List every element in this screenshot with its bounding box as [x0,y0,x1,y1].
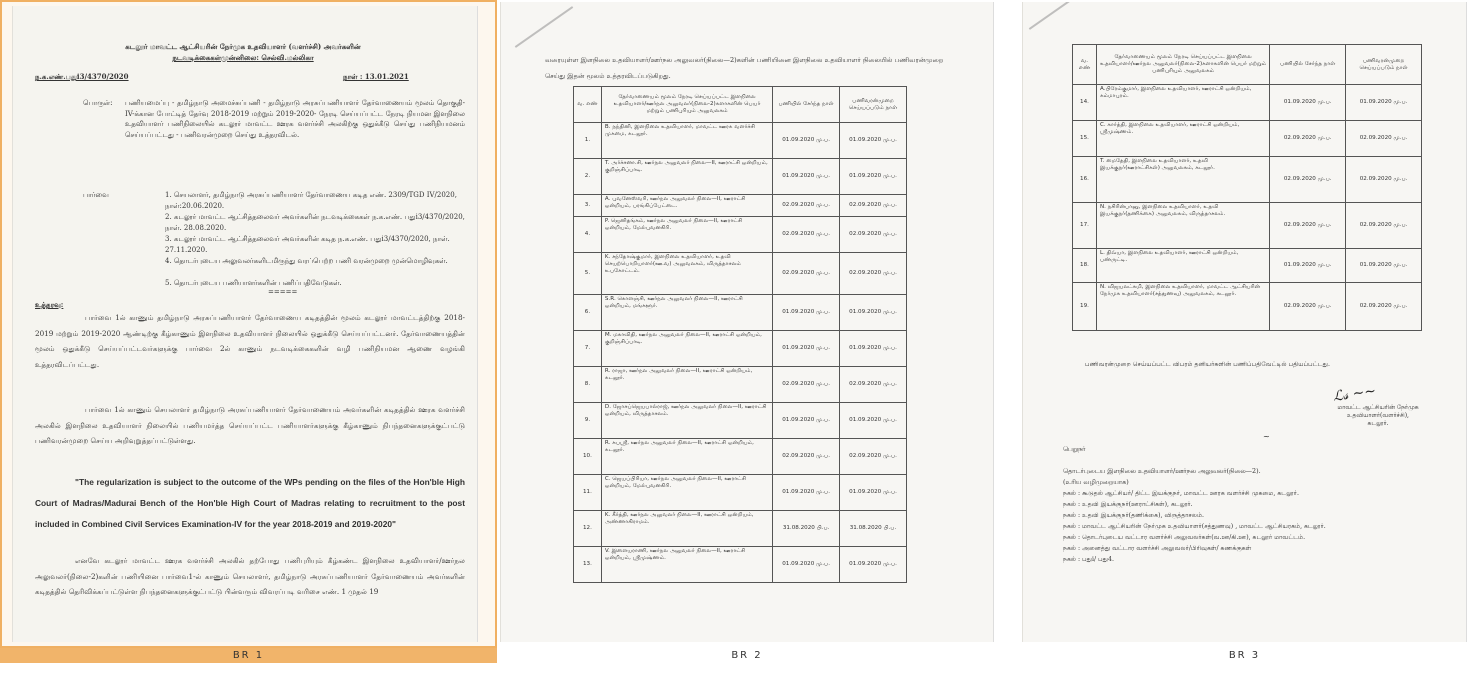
serial-cell: 18. [1073,249,1097,283]
join-date-cell: 02.09.2020 மு.ப. [1270,121,1346,157]
recipient-text: தொடர்புடைய இளநிலை உதவியாளர்/ஊர்நல அலுவலர்(நிலை—2). [1063,467,1261,475]
serial-cell: 17. [1073,203,1097,249]
copy-to-item: நகல் : உதவி இயக்குநர்(ஊராட்சிகள்), கடலூர். [1063,501,1193,508]
name-cell: N. விஜயலட்சுமி, இளநிலை உதவியாளர், மாவட்ட ஆட்சியரின் நேர்முக உதவியாளர்(சத்துணவு) அலுவலகம், கடலூர். [1096,283,1269,331]
name-cell: K. கீர்த்தி, ஊர்நல அலுவலர் நிலை—II, ஊராட்சி ஒன்றியம், அண்ணாகிராமம். [601,511,772,547]
name-cell: R. சுபஸ்ரீ, ஊர்நல அலுவலர் நிலை—II, ஊராட்சி ஒன்றியம், கடலூர். [601,439,772,475]
serial-cell: 11. [574,475,602,511]
subject-label: பொருள்: [83,99,113,107]
order-label: உத்தரவு: [35,300,64,309]
join-date-cell: 01.09.2020 மு.ப. [773,123,840,159]
thumbnail-caption: BR 2 [731,650,763,661]
join-date-cell: 02.09.2020 மு.ப. [773,217,840,253]
reference-item-3: 3. கடலூர் மாவட்ட ஆட்சித்தலைவர் அவர்களின் கடித ந.க.எண். பதுi3/4370/2020, நாள். 27.11.2020. [165,235,450,254]
regularization-date-cell: 01.09.2020 மு.ப. [1346,249,1422,283]
serial-cell: 3. [574,195,602,217]
join-date-cell: 02.09.2020 மு.ப. [773,367,840,403]
name-cell: S.R. கொளஞ்சி, ஊர்நல அலுவலர் நிலை—II, ஊராட்சி ஒன்றியம், மங்களூர். [601,295,772,331]
name-cell: M. மகாவிதி, ஊர்நல அலுவலர் நிலை—II, ஊராட்சி ஒன்றியம், குறிஞ்சிப்பாடி. [601,331,772,367]
copy-to-item: நகல் : கூடுதல் ஆட்சியர்/ திட்ட இயக்குநர், மாவட்ட ஊரக வளர்ச்சி முகமை, கடலூர். [1063,490,1299,497]
table-row [574,547,907,583]
page-fold-mark [1029,2,1087,30]
regularization-date-cell: 01.09.2020 மு.ப. [1346,85,1422,121]
table-row [574,159,907,195]
table-header-name: தேர்வாணையம் மூலம் நேரடி செய்யப்பட்ட இளநிலை உதவியாளர்/ஊர்நல அலுவலர்(நிலை-2)களாகளின் பெயர் மற்றும் பணிபுரியும் அலுவலகம் [1096,45,1269,85]
regularization-date-cell: 02.09.2020 மு.ப. [1346,121,1422,157]
join-date-cell: 02.09.2020 மு.ப. [773,195,840,217]
table-row [574,195,907,217]
table-header-name: தேர்வாணையம் மூலம் நேரடி செய்யப்பட்ட இளநிலை உதவியாளர்/ஊர்நல அலுவலர்(நிலை-2)களாகளின் பெயர் மற்றும் பணிபுரியும் அலுவலகம் [601,87,772,123]
name-cell: D. ஜோசப்ஜெயபால்ராஜ், ஊர்நல அலுவலர் நிலை—II, ஊராட்சி ஒன்றியம், விருத்தாசலம். [601,403,772,439]
serial-cell: 16. [1073,157,1097,203]
thumbnail-br3[interactable] [1020,0,1469,665]
regularization-date-cell: 31.08.2020 பி.ப. [840,511,907,547]
serial-cell: 1. [574,123,602,159]
table-row [574,511,907,547]
serial-cell: 2. [574,159,602,195]
table-row [1073,121,1422,157]
join-date-cell: 31.08.2020 பி.ப. [773,511,840,547]
table-header-join-date: பணியில் சேர்ந்த நாள் [1270,45,1346,85]
copy-to-list [1063,488,1463,565]
join-date-cell: 01.09.2020 மு.ப. [773,547,840,583]
join-date-cell: 02.09.2020 மு.ப. [1270,203,1346,249]
name-cell: T. மைதேதி, இளநிலை உதவியாளர், உதவி இயக்குநர்(ஊராட்சிகள்) அலுவலகம், கடலூர். [1096,157,1269,203]
serial-cell: 4. [574,217,602,253]
serial-cell: 13. [574,547,602,583]
table-row [1073,85,1422,121]
serial-cell: 9. [574,403,602,439]
signature-line-2: உதவியாளர்(வளர்ச்சி), [1347,412,1409,419]
serial-cell: 7. [574,331,602,367]
serial-cell: 12. [574,511,602,547]
regularization-date-cell: 01.09.2020 மு.ப. [840,403,907,439]
signature-block [1323,404,1433,428]
appointee-table-part-2 [1072,44,1422,331]
letter-date: நாள் : 13.01.2021 [343,72,409,81]
serial-cell: 10. [574,439,602,475]
recipient-via: (உரிய வழிமுறையாக) [1063,478,1129,486]
name-cell: L. திவ்யா, இளநிலை உதவியாளர், ஊராட்சி ஒன்றியம், பண்ருட்டி. [1096,249,1269,283]
join-date-cell: 02.09.2020 மு.ப. [773,253,840,295]
name-cell: T. அர்ச்சனா.சி, ஊர்நல அலுவலர் நிலை—II, ஊராட்சி ஒன்றியம், குறிஞ்சிப்பாடி. [601,159,772,195]
table-row [1073,249,1422,283]
table-row [1073,283,1422,331]
join-date-cell: 01.09.2020 மு.ப. [773,475,840,511]
officer-signature: ℒ𝓈 ~~ [1332,383,1378,405]
name-cell: K. சந்தோஷ்குமார், இளநிலை உதவியாளர், உதவி செயற்பொறியாளர்(ஊ.வ) அலுவலகம், விருத்தாசலம் உபகோட்டம். [601,253,772,295]
regularization-date-cell: 02.09.2020 மு.ப. [1346,283,1422,331]
regularization-date-cell: 02.09.2020 மு.ப. [840,217,907,253]
serial-cell: 8. [574,367,602,403]
table-row [574,475,907,511]
thumbnail-caption: BR 3 [1228,650,1261,661]
document-page-3 [1022,2,1467,642]
order-paragraph-3: எனவே கடலூர் மாவட்ட ஊரக வளர்ச்சி அலகில் தற்போது பணிபுரியும் கீழ்கண்ட இளநிலை உதவியாளர்/ஊர்நல அலுவலர்(நிலை-2)களின் பணியினை பார்வை1-ல் காணும் செயலாளர், தமிழ்நாடு அரசுப்பணியாளர் தேர்வாணையம் அவர்களின் கடிதத்தில் தெரிவிக்கப்பட்டுள்ள நிபந்தனைகளுக்குட்பட்டு பின்வரும் விவரப்படி வரிசை எண். 1 முதல் 19 [35,556,465,596]
regularization-date-cell: 02.09.2020 மு.ப. [840,439,907,475]
letter-header-line-1: கடலூர் மாவட்ட ஆட்சியரின் நேர்முக உதவியாளர் (வளர்ச்சி) அவர்களின் [125,42,361,51]
appointee-table-part-1 [573,86,907,583]
table-header-serial: வ. எண் [1073,45,1097,85]
copy-to-item: நகல் : உதவி இயக்குநர்(தணிக்கை), விருத்தாசலம். [1063,512,1205,519]
document-page-1 [12,6,478,642]
table-row [574,217,907,253]
regularization-date-cell: 01.09.2020 மு.ப. [840,475,907,511]
table-header-regularization-date: பணிவரன்முறை செய்யப்படும் நாள் [840,87,907,123]
regularization-date-cell: 01.09.2020 மு.ப. [840,295,907,331]
name-cell: V. இளையராணி, ஊர்நல அலுவலர் நிலை—II, ஊராட்சி ஒன்றியம், ஸ்ரீமுஷ்ணம். [601,547,772,583]
copy-to-item: நகல் : பதுi/ பது4. [1063,556,1114,563]
name-cell: R. ராஜா, ஊர்நல அலுவலர் நிலை—II, ஊராட்சி ஒன்றியம், கடலூர். [601,367,772,403]
serial-cell: 5. [574,253,602,295]
serial-cell: 15. [1073,121,1097,157]
table-row [574,123,907,159]
regularization-date-cell: 02.09.2020 மு.ப. [840,367,907,403]
reference-number: ந.க.எண்.பதுi3/4370/2020 [35,72,129,81]
join-date-cell: 01.09.2020 மு.ப. [773,295,840,331]
name-cell: B. நந்தினி, இளநிலை உதவியாளர், மாவட்ட ஊரக வளர்ச்சி முகமை, கடலூர். [601,123,772,159]
regularization-date-cell: 01.09.2020 மு.ப. [840,159,907,195]
name-cell: P. ஜெனிதங்கம், ஊர்நல அலுவலர் நிலை—II, ஊராட்சி ஒன்றியம், மேல்புவனகிரி. [601,217,772,253]
table-header-join-date: பணியில் சேர்ந்த நாள் [773,87,840,123]
join-date-cell: 01.09.2020 மு.ப. [773,403,840,439]
signature-line-1: மாவட்ட ஆட்சியரின் நேர்முக [1337,404,1419,411]
name-cell: A.பிரேம்குமார், இளநிலை உதவியாளர், ஊராட்சி ஒன்றியம், கம்மாபுரம். [1096,85,1269,121]
regularization-date-cell: 01.09.2020 மு.ப. [840,123,907,159]
separator-stars: ===== [268,288,298,296]
thumbnail-caption: BR 1 [232,650,265,661]
join-date-cell: 01.09.2020 மு.ப. [1270,249,1346,283]
join-date-cell: 01.09.2020 மு.ப. [773,159,840,195]
serial-cell: 19. [1073,283,1097,331]
copy-to-item: நகல் : அனைத்து வட்டார வளர்ச்சி அலுவலர்/பிரிவுகள்/ கணக்குகள் [1063,545,1252,552]
regularization-date-cell: 01.09.2020 மு.ப. [840,331,907,367]
join-date-cell: 01.09.2020 மு.ப. [1270,85,1346,121]
table-row [574,403,907,439]
table-row [574,295,907,331]
table-row [1073,203,1422,249]
regularization-date-cell: 02.09.2020 மு.ப. [1346,203,1422,249]
serial-cell: 6. [574,295,602,331]
copy-to-item: நகல் : தொடர்புடைய வட்டார வளர்ச்சி அலுவலர்கள்(வ.ஊ/கி.ஊ), கடலூர் மாவட்டம். [1063,534,1306,541]
regularization-date-cell: 02.09.2020 மு.ப. [840,195,907,217]
name-cell: A. புவனேஸ்வரி, ஊர்நல அலுவலர் நிலை—II, ஊராட்சி ஒன்றியம், பரங்கிப்பேட்டை. [601,195,772,217]
regularization-date-cell: 01.09.2020 மு.ப. [840,547,907,583]
thumbnail-br2[interactable] [497,0,997,665]
page-fold-mark [515,6,573,48]
initials-scrawl: ~ [1263,432,1270,441]
reference-item-4: 4. தொடர்புடைய அலுவலர்களிடமிருந்து வரப்பெற்ற பணி வரன்முறை முன்மொழிவுகள். [165,257,448,265]
regularization-date-cell: 02.09.2020 மு.ப. [840,253,907,295]
footer-note: பணிவரன்முறை செய்யப்பட்ட விபரம் தனியர்களின் பணிப்பதிவேட்டில் பதியப்பட்டது. [1085,361,1330,368]
signature-line-3: கடலூர். [1367,420,1389,427]
name-cell: N. நசிரின்பானு, இளநிலை உதவியாளர், உதவி இயக்குநர்(தணிக்கை) அலுவலகம், விருத்தாசலம். [1096,203,1269,249]
table-row [1073,157,1422,203]
regularization-date-cell: 02.09.2020 மு.ப. [1346,157,1422,203]
table-intro-text: வரையுள்ள இளநிலை உதவியாளர்/ஊர்நல அலுவலர்(நிலை—2)களின் பணியினை இளநிலை உதவியாளர் நிலையில் பணிவரன்முறை செய்து இதன் மூலம் உத்தரவிடப்படுகிறது. [545,56,944,80]
table-row [574,439,907,475]
table-row [574,331,907,367]
reference-item-5: 5. தொடர்புடைய பணியாளர்களின் பணிப்பதிவேடுகள். [165,279,342,287]
join-date-cell: 02.09.2020 மு.ப. [773,439,840,475]
document-page-2 [500,2,994,642]
order-paragraph-2: பார்வை 1ல் காணும் செயலாளர் தமிழ்நாடு அரசுப்பணியாளர் தேர்வாணையம் அவர்களின் கடிதத்தில் ஊரக வளர்ச்சி அலகில் இளநிலை உதவியாளர் நிலையில் பணியமர்த்த செய்யப்பட்ட பணியாளர்களுக்கு கீழ்காணும் நிபந்தனைகளுக்குட்பட்டு பணிவரன்முறை செய்ய அறிவுறுத்தப்பட்டுள்ளது. [35,405,465,445]
serial-cell: 14. [1073,85,1097,121]
order-paragraph-1: பார்வை 1ல் காணும் தமிழ்நாடு அரசுப்பணியாளர் தேர்வாணைய கடிதத்தின் மூலம் கடலூர் மாவட்டத்திற்கு 2018-2019 மற்றும் 2019-2020 ஆண்டிற்கு கீழ்காணும் இளநிலை உதவியாளர் நிலையில் ஒதுக்கீடு செய்யப்பட்டனர். தேர்வாணையத்தின் மூலம் ஒதுக்கீடு செய்யப்பட்டவர்களுக்கு பார்வை 2ல் காணும் நடவடிக்கைகளின் வழி பணிநியமன ஆணை வழங்கி உத்தரவிடப்பட்டது. [35,313,465,369]
recipient-label: பெறுநர் [1063,445,1086,453]
table-row [574,367,907,403]
join-date-cell: 02.09.2020 மு.ப. [1270,283,1346,331]
name-cell: C. கார்த்தி, இளநிலை உதவியாளர், ஊராட்சி ஒன்றியம், ஸ்ரீமுஷ்ணம். [1096,121,1269,157]
regularization-clause: "The regularization is subject to the outcome of the WPs pending on the files of the Hon'ble High Court of Madras/Madurai Bench of the Hon'ble High Court of Madras relating to recruitment to the post included in Combined Civil Services Examination-IV for the year 2018-2019 and 2019-2020" [35,477,465,529]
join-date-cell: 02.09.2020 மு.ப. [1270,157,1346,203]
copy-to-item: நகல் : மாவட்ட ஆட்சியரின் நேர்முக உதவியாளர்(சத்துணவு) , மாவட்ட ஆட்சியரகம், கடலூர். [1063,523,1326,530]
thumbnail-br1[interactable] [0,0,497,665]
reference-item-1: 1. செயலாளர், தமிழ்நாடு அரசுப்பணியாளர் தேர்வாணைய கடித எண். 2309/TGD IV/2020, நாள்:20.06.2020. [165,191,457,210]
table-header-serial: வ. எண் [574,87,602,123]
letter-header-line-2: நடவடிக்கைகள்முன்னிலை: செல்வி.மல்லிகா [172,53,314,62]
references-label: பார்வை [83,191,109,199]
join-date-cell: 01.09.2020 மு.ப. [773,331,840,367]
subject-text: பணியமைப்பு - தமிழ்நாடு அமைச்சுப்பணி - தமிழ்நாடு அரசுப்பணியாளர் தேர்வாணையம் மூலம் தொகுதி- IV-க்கான போட்டித் தேர்வு 2018-2019 மற்றும் 2019-2020- நேரடி செய்யப்பட்ட நேரடி நியமன இளநிலை உதவியாளர் பணிநிலையில் கடலூர் மாவட்ட ஊரக வளர்ச்சி அலகிற்கு ஒதுக்கீடு செய்து பணிநியமனம் செய்யப்பட்டது - பணிவரன்முறை செய்து உத்தரவிடல். [125,99,465,139]
table-row [574,253,907,295]
table-header-regularization-date: பணிவரன்முறை செய்யப்படும் நாள் [1346,45,1422,85]
reference-item-2: 2. கடலூர் மாவட்ட ஆட்சித்தலைவர் அவர்களின் நடவடிக்கைகள் ந.க.எண். பதுi3/4370/2020, நாள். 28.08.2020. [165,213,465,232]
name-cell: C. ஜெயப்பிரியா, ஊர்நல அலுவலர் நிலை—II, ஊராட்சி ஒன்றியம், மேல்புவனகிரி. [601,475,772,511]
